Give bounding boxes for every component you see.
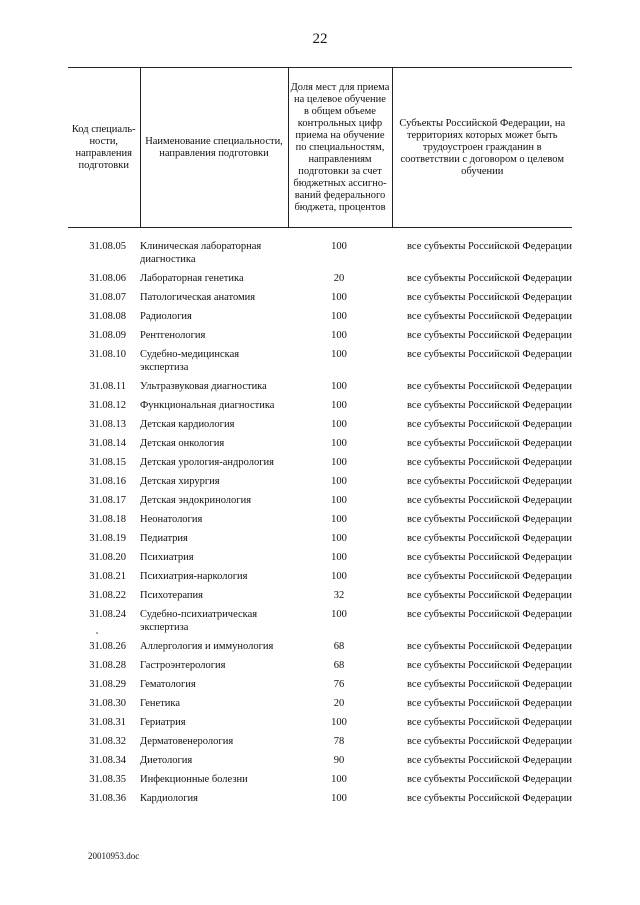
row-region: все субъекты Российской Федерации [407, 717, 572, 728]
row-region: все субъекты Российской Федерации [407, 419, 572, 430]
header-code: Код специаль-ности, направления подготовки [68, 68, 140, 228]
row-region: все субъекты Российской Федерации [407, 495, 572, 506]
row-name: Психотерапия [140, 590, 203, 601]
row-name: Неонатология [140, 514, 203, 525]
row-code: 31.08.34 [89, 755, 126, 766]
row-share: 100 [331, 793, 347, 804]
table-row [68, 329, 572, 342]
row-share: 100 [331, 400, 347, 411]
table-row [68, 348, 572, 374]
row-region: все субъекты Российской Федерации [407, 241, 572, 252]
row-region: все субъекты Российской Федерации [407, 311, 572, 322]
row-code: 31.08.19 [89, 533, 126, 544]
row-share: 90 [333, 755, 345, 766]
row-name: Диетология [140, 755, 193, 766]
row-region: все субъекты Российской Федерации [407, 552, 572, 563]
table-row [68, 551, 572, 564]
document-id: 20010953.doc [88, 851, 140, 861]
table-row [68, 773, 572, 786]
row-share: 100 [331, 476, 347, 487]
row-share: 32 [333, 590, 345, 601]
row-region: все субъекты Российской Федерации [407, 641, 572, 652]
row-code: 31.08.29 [89, 679, 126, 690]
row-code: 31.08.13 [89, 419, 126, 430]
row-share: 100 [331, 533, 347, 544]
table-row [68, 716, 572, 729]
row-name: Клиническая лабораторная диагностика [140, 241, 262, 265]
row-region: все субъекты Российской Федерации [407, 679, 572, 690]
table-row [68, 589, 572, 602]
row-region: все субъекты Российской Федерации [407, 736, 572, 747]
row-code: 31.08.22 [89, 590, 126, 601]
row-share: 68 [333, 660, 345, 671]
row-code: 31.08.18 [89, 514, 126, 525]
row-name: Гематология [140, 679, 196, 690]
row-name: Аллергология и иммунология [140, 641, 274, 652]
scan-mark [96, 632, 98, 634]
table-row [68, 678, 572, 691]
row-share: 100 [331, 571, 347, 582]
row-name: Лабораторная генетика [140, 273, 244, 284]
row-name: Детская эндокринология [140, 495, 252, 506]
row-name: Детская хирургия [140, 476, 220, 487]
row-region: все субъекты Российской Федерации [407, 793, 572, 804]
row-name: Дерматовенерология [140, 736, 234, 747]
row-code: 31.08.05 [89, 241, 126, 252]
row-region: все субъекты Российской Федерации [407, 590, 572, 601]
row-name: Функциональная диагностика [140, 400, 275, 411]
row-name: Ультразвуковая диагностика [140, 381, 267, 392]
row-code: 31.08.28 [89, 660, 126, 671]
row-name: Гериатрия [140, 717, 186, 728]
table-row [68, 399, 572, 412]
header-name: Наименование специальности, направления подготовки [140, 68, 288, 228]
table-row [68, 437, 572, 450]
row-code: 31.08.09 [89, 330, 126, 341]
table-row [68, 792, 572, 805]
row-code: 31.08.07 [89, 292, 126, 303]
table-row [68, 754, 572, 767]
row-region: все субъекты Российской Федерации [407, 400, 572, 411]
row-code: 31.08.24 [89, 609, 126, 620]
row-share: 100 [331, 419, 347, 430]
table-row [68, 532, 572, 545]
table-row [68, 697, 572, 710]
table-row [68, 456, 572, 469]
row-region: все субъекты Российской Федерации [407, 476, 572, 487]
row-code: 31.08.32 [89, 736, 126, 747]
row-code: 31.08.11 [89, 381, 126, 392]
row-code: 31.08.35 [89, 774, 126, 785]
table-row [68, 513, 572, 526]
row-code: 31.08.10 [89, 349, 126, 360]
row-code: 31.08.06 [89, 273, 126, 284]
row-share: 68 [333, 641, 345, 652]
row-share: 100 [331, 774, 347, 785]
row-name: Педиатрия [140, 533, 188, 544]
row-region: все субъекты Российской Федерации [407, 755, 572, 766]
table-row [68, 291, 572, 304]
row-name: Детская онкология [140, 438, 225, 449]
row-region: все субъекты Российской Федерации [407, 571, 572, 582]
row-name: Детская кардиология [140, 419, 235, 430]
row-share: 100 [331, 311, 347, 322]
row-name: Кардиология [140, 793, 198, 804]
row-name: Инфекционные болезни [140, 774, 248, 785]
row-region: все субъекты Российской Федерации [407, 533, 572, 544]
table-row [68, 310, 572, 323]
table-row [68, 640, 572, 653]
row-name: Судебно-медицинская экспертиза [140, 349, 240, 373]
row-code: 31.08.31 [89, 717, 126, 728]
row-region: все субъекты Российской Федерации [407, 273, 572, 284]
row-share: 100 [331, 457, 347, 468]
row-region: все субъекты Российской Федерации [407, 330, 572, 341]
header-region: Субъекты Российской Федерации, на территориях которых может быть трудоустроен гражданин в соответствии с договором о целевом обучении [392, 68, 572, 228]
row-region: все субъекты Российской Федерации [407, 381, 572, 392]
table-row [68, 240, 572, 266]
row-name: Патологическая анатомия [140, 292, 256, 303]
row-name: Гастроэнтерология [140, 660, 226, 671]
table-row [68, 380, 572, 393]
row-share: 100 [331, 717, 347, 728]
row-code: 31.08.36 [89, 793, 126, 804]
table-row [68, 475, 572, 488]
row-code: 31.08.21 [89, 571, 126, 582]
row-share: 100 [331, 241, 347, 252]
row-name: Генетика [140, 698, 181, 709]
table-row [68, 608, 572, 634]
row-share: 20 [333, 698, 345, 709]
header-share: Доля мест для приема на целевое обучение в общем объеме контрольных цифр приема на обучение по специальностям, направлениям подготовки за счет бюджетных ассигно-ваний федерального бюджета, процентов [288, 68, 392, 228]
row-name: Судебно-психиатрическая экспертиза [140, 609, 258, 633]
row-region: все субъекты Российской Федерации [407, 698, 572, 709]
row-code: 31.08.14 [89, 438, 126, 449]
row-code: 31.08.20 [89, 552, 126, 563]
row-code: 31.08.15 [89, 457, 126, 468]
row-name: Радиология [140, 311, 192, 322]
row-code: 31.08.08 [89, 311, 126, 322]
table-header [68, 67, 572, 228]
row-region: все субъекты Российской Федерации [407, 774, 572, 785]
row-name: Психиатрия [140, 552, 194, 563]
row-region: все субъекты Российской Федерации [407, 457, 572, 468]
table-row [68, 418, 572, 431]
row-share: 100 [331, 349, 347, 360]
row-share: 100 [331, 495, 347, 506]
row-name: Детская урология-андрология [140, 457, 274, 468]
row-share: 100 [331, 438, 347, 449]
table-body [68, 232, 572, 805]
table-row [68, 494, 572, 507]
page-number: 22 [312, 31, 328, 47]
row-region: все субъекты Российской Федерации [407, 349, 572, 360]
row-share: 20 [333, 273, 345, 284]
row-share: 78 [333, 736, 345, 747]
row-code: 31.08.16 [89, 476, 126, 487]
row-share: 100 [331, 514, 347, 525]
row-region: все субъекты Российской Федерации [407, 292, 572, 303]
row-region: все субъекты Российской Федерации [407, 609, 572, 620]
row-share: 100 [331, 292, 347, 303]
row-code: 31.08.17 [89, 495, 126, 506]
row-name: Рентгенология [140, 330, 206, 341]
row-share: 100 [331, 381, 347, 392]
table-row [68, 570, 572, 583]
row-region: все субъекты Российской Федерации [407, 514, 572, 525]
table-row [68, 735, 572, 748]
row-region: все субъекты Российской Федерации [407, 438, 572, 449]
row-share: 76 [333, 679, 345, 690]
row-code: 31.08.30 [89, 698, 126, 709]
row-share: 100 [331, 552, 347, 563]
table-row [68, 272, 572, 285]
table-row [68, 659, 572, 672]
row-region: все субъекты Российской Федерации [407, 660, 572, 671]
row-code: 31.08.12 [89, 400, 126, 411]
row-share: 100 [331, 609, 347, 620]
row-name: Психиатрия-наркология [140, 571, 248, 582]
row-share: 100 [331, 330, 347, 341]
row-code: 31.08.26 [89, 641, 126, 652]
